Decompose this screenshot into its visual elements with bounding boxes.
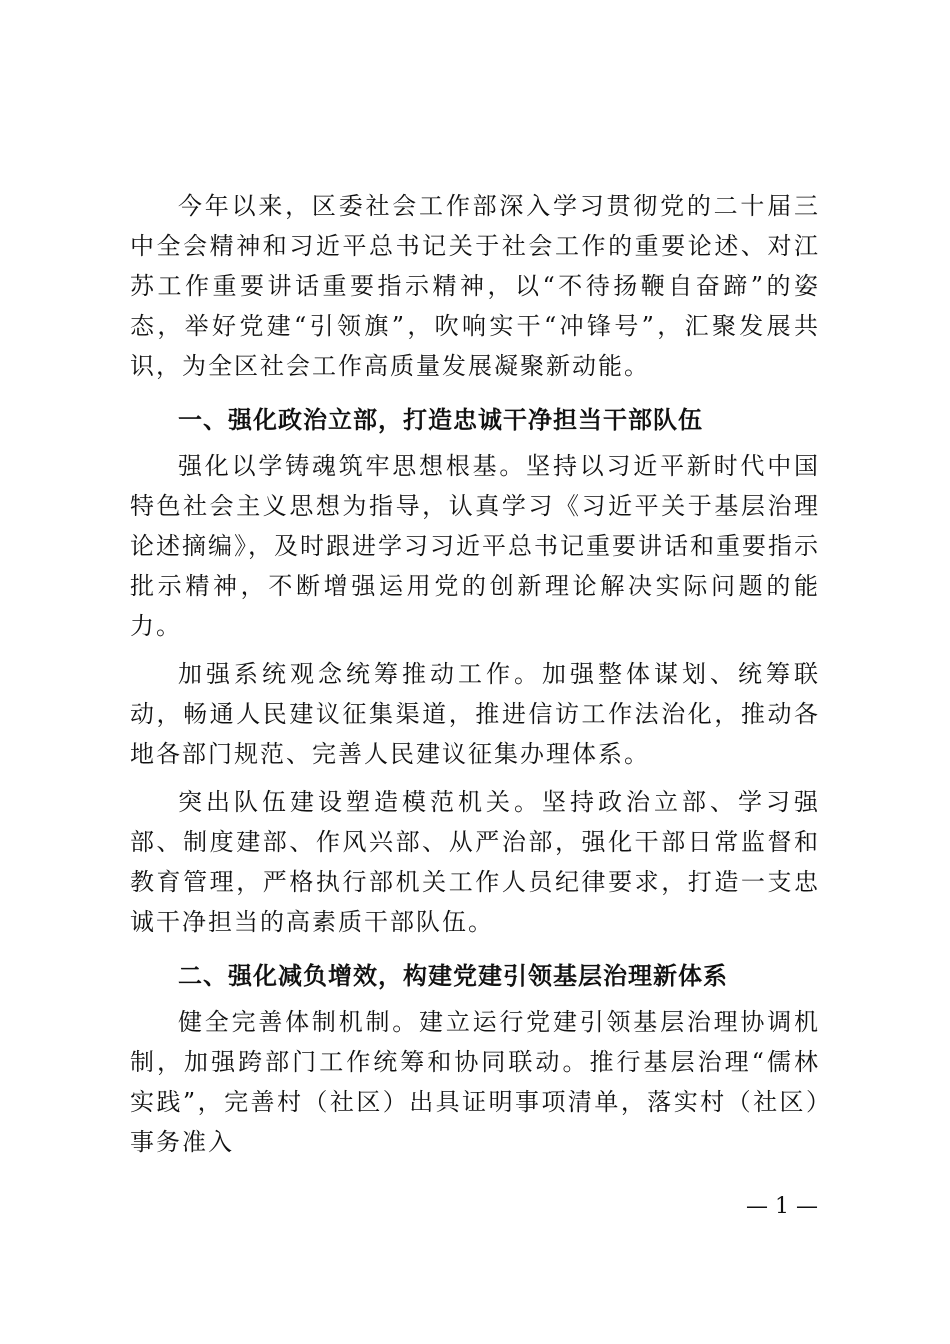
section-1-paragraph-2: 加强系统观念统筹推动工作。加强整体谋划、统筹联动，畅通人民建议征集渠道，推进信访工作法治化，推动各地各部门规范、完善人民建议征集办理体系。: [130, 660, 820, 768]
section-1-heading: 一、强化政治立部，打造忠诚干净担当干部队伍: [178, 406, 703, 434]
page-number: — 1 —: [746, 1194, 818, 1219]
intro-paragraph: 今年以来，区委社会工作部深入学习贯彻党的二十届三中全会精神和习近平总书记关于社会工作的重要论述、对江苏工作重要讲话重要指示精神，以“不待扬鞭自奋蹄”的姿态，举好党建“引领旗”，吹响实干“冲锋号”，汇聚发展共识，为全区社会工作高质量发展凝聚新动能。: [130, 192, 820, 380]
section-2-heading: 二、强化减负增效，构建党建引领基层治理新体系: [178, 962, 728, 990]
section-1-paragraph-3: 突出队伍建设塑造模范机关。坚持政治立部、学习强部、制度建部、作风兴部、从严治部，强化干部日常监督和教育管理，严格执行部机关工作人员纪律要求，打造一支忠诚干净担当的高素质干部队伍。: [130, 788, 820, 936]
section-2-paragraph-1: 健全完善体制机制。建立运行党建引领基层治理协调机制，加强跨部门工作统筹和协同联动。推行基层治理“儒林实践”，完善村（社区）出具证明事项清单，落实村（社区）事务准入: [130, 1008, 820, 1156]
spacer: [130, 386, 820, 394]
spacer: [130, 646, 820, 654]
document-body: [130, 186, 820, 1162]
spacer: [130, 942, 820, 950]
spacer: [130, 774, 820, 782]
section-1-paragraph-1: 强化以学铸魂筑牢思想根基。坚持以习近平新时代中国特色社会主义思想为指导，认真学习《习近平关于基层治理论述摘编》，及时跟进学习习近平总书记重要讲话和重要指示批示精神，不断增强运用党的创新理论解决实际问题的能力。: [130, 452, 820, 640]
